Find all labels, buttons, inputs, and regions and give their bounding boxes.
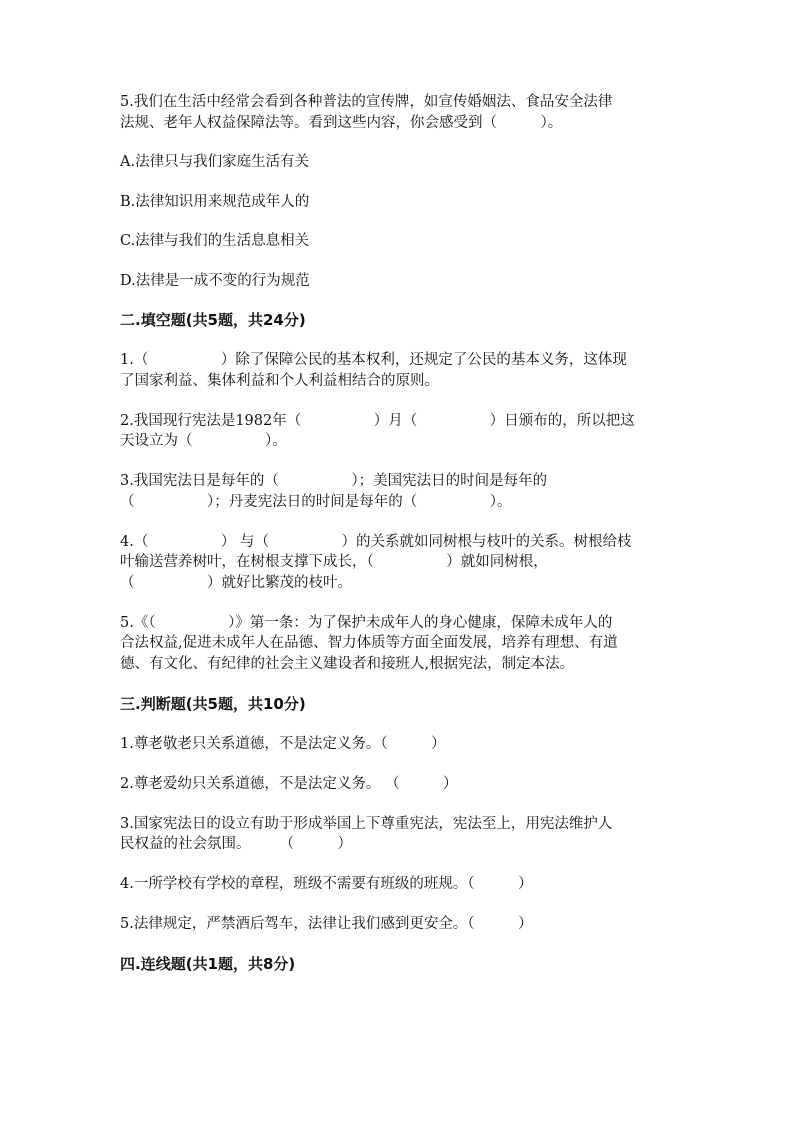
- exam-page: [120, 92, 680, 975]
- question-line: 4.一所学校有学校的章程，班级不需要有班级的班规。（ ）: [120, 876, 533, 892]
- question-line: 3.我国宪法日是每年的（ ）；美国宪法日的时间是每年的: [120, 473, 548, 489]
- true-false-question-2: [120, 774, 680, 795]
- option-c: C.法律与我们的生活息息相关: [120, 233, 310, 249]
- fill-blank-question-4: [120, 532, 680, 594]
- section-heading-fill-blank: 二.填空题(共5题，共24分): [120, 311, 306, 329]
- question-line: 1.尊老敬老只关系道德，不是法定义务。（ ）: [120, 735, 446, 752]
- true-false-question-4: [120, 874, 680, 895]
- question-line: 2.尊老爱幼只关系道德，不是法定义务。 （ ）: [120, 775, 458, 792]
- question-line: 2.我国现行宪法是1982年（ ）月（ ）日颁布的，所以把这: [120, 412, 635, 429]
- section-heading-matching: 四.连线题(共1题，共8分): [120, 955, 296, 973]
- fill-blank-question-2: [120, 411, 680, 452]
- question-stem-line: 5.我们在生活中经常会看到各种普法的宣传牌，如宣传婚姻法、食品安全法律: [120, 94, 613, 110]
- true-false-question-5: [120, 914, 680, 935]
- fill-blank-question-1: [120, 350, 680, 391]
- fill-blank-question-3: [120, 471, 680, 512]
- question-line: 天设立为（ ）。: [120, 433, 287, 449]
- true-false-question-3: [120, 814, 680, 855]
- section-heading-true-false: 三.判断题(共5题，共10分): [120, 694, 306, 713]
- question-line: 5.法律规定，严禁酒后驾车，法律让我们感到更安全。（ ）: [120, 916, 533, 932]
- question-stem-line: 法规、老年人权益保障法等。看到这些内容，你会感受到（ ）。: [120, 114, 563, 131]
- option-a: A.法律只与我们家庭生活有关: [120, 154, 310, 170]
- question-line: 了国家利益、集体利益和个人利益相结合的原则。: [120, 372, 439, 389]
- question-line: 3.国家宪法日的设立有助于形成举国上下尊重宪法，宪法至上，用宪法维护人: [120, 815, 613, 832]
- choice-question-5: [120, 92, 680, 291]
- true-false-question-1: [120, 734, 680, 755]
- question-line: 叶输送营养树叶，在树根支撑下成长，（ ）就如同树根，: [120, 554, 548, 570]
- question-line: 德、有文化、有纪律的社会主义建设者和接班人,根据宪法，制定本法。: [120, 655, 575, 672]
- question-line: （ ）；丹麦宪法日的时间是每年的（ ）。: [120, 493, 512, 510]
- option-d: D.法律是一成不变的行为规范: [120, 272, 310, 289]
- question-line: 合法权益,促进未成年人在品德、智力体质等方面全面发展，培养有理想、有道: [120, 635, 618, 651]
- option-b: B.法律知识用来规范成年人的: [120, 193, 310, 210]
- question-line: 民权益的社会氛围。 （ ）: [120, 836, 352, 852]
- question-line: （ ）就好比繁茂的枝叶。: [120, 574, 352, 591]
- question-line: 5.《（ ）》第一条：为了保护未成年人的身心健康，保障未成年人的: [120, 614, 613, 631]
- question-line: 1.（ ）除了保障公民的基本权利，还规定了公民的基本义务，这体现: [120, 352, 627, 368]
- fill-blank-question-5: [120, 613, 680, 675]
- question-line: 4.（ ） 与（ ）的关系就如同树根与枝叶的关系。树根给枝: [120, 533, 632, 550]
